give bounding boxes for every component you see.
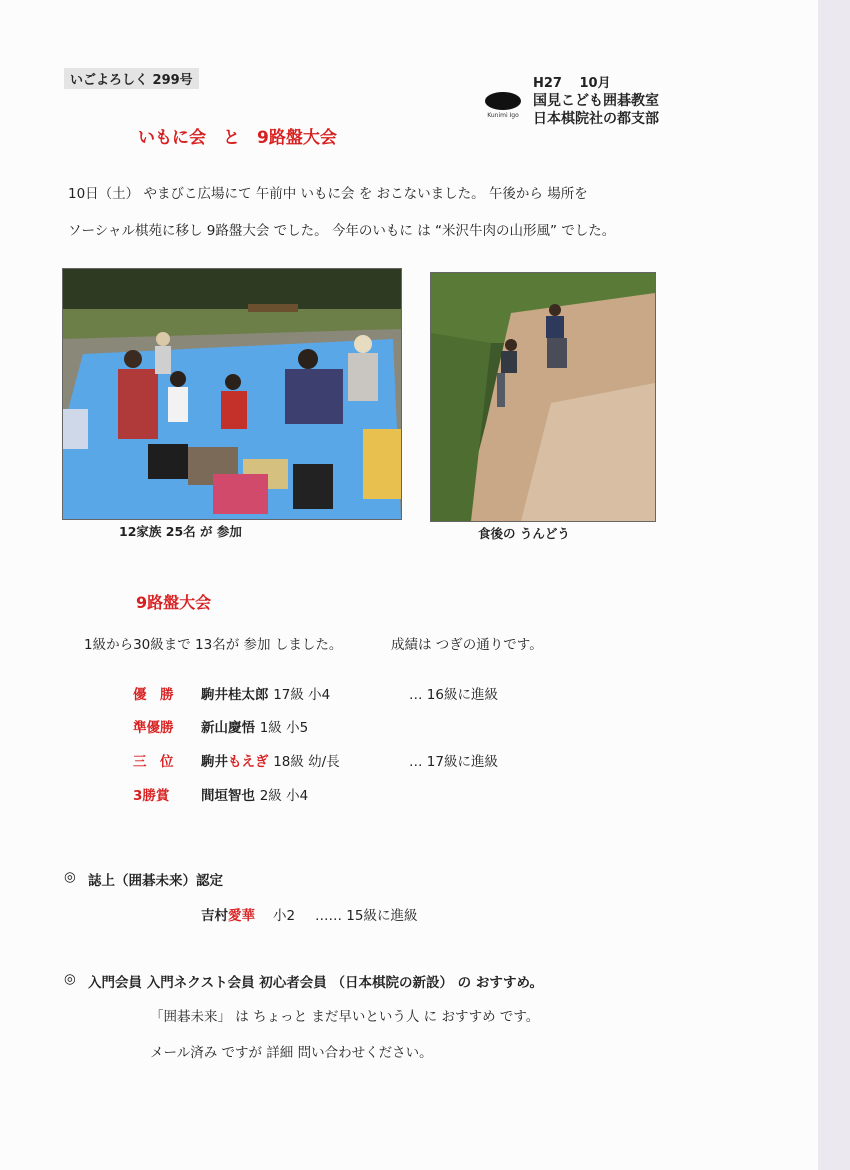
outdoor-play-photo-caption: 食後の うんどう — [478, 526, 570, 541]
player-detail: 1級 小5 — [259, 720, 309, 736]
player-promotion: …… 15級に進級 — [315, 908, 418, 924]
picnic-photo — [62, 268, 402, 520]
player-detail: 17級 小4 — [273, 687, 331, 703]
tournament-result-note: 成績は つぎの通りです。 — [391, 637, 543, 653]
result-runner-up — [201, 716, 308, 736]
player-name: 駒井桂太郎 — [201, 687, 269, 703]
logo-caption: Kunimi Igo — [487, 112, 519, 119]
newsletter-date: H27 10月 — [533, 76, 611, 91]
bullet-mark: ◎ — [64, 869, 76, 885]
result-rank: 優 勝 — [133, 687, 174, 703]
membership-line1: 「囲碁未来」 は ちょっと まだ早いという人 に おすすめ です。 — [150, 1009, 540, 1025]
player-name: 吉村 — [201, 908, 228, 924]
membership-heading: 入門会員 入門ネクスト会員 初心者会員 （日本棋院の新設） の おすすめ。 — [88, 975, 543, 991]
bullet-mark: ◎ — [64, 971, 76, 987]
result-rank: 準優勝 — [133, 720, 174, 736]
go-stone-logo — [484, 92, 522, 120]
player-promotion: … 17級に進級 — [409, 754, 498, 770]
outdoor-play-photo — [430, 272, 656, 522]
newsletter-issue-label: いごよろしく 299号 — [64, 68, 199, 89]
page-edge — [818, 0, 850, 1170]
player-detail: 小2 — [273, 908, 296, 924]
tournament-intro: 1級から30級まで 13名が 参加 しました。 — [84, 637, 343, 653]
result-rank: 三 位 — [133, 754, 174, 770]
player-detail: 18級 幼/長 — [273, 754, 340, 770]
player-detail: 2級 小4 — [259, 788, 309, 804]
result-three-wins — [201, 784, 308, 804]
tournament-title: 9路盤大会 — [136, 593, 212, 612]
result-third-place — [201, 750, 340, 770]
organization-name-line2: 日本棋院社の都支部 — [533, 111, 659, 127]
membership-line2: メール済み ですが 詳細 問い合わせください。 — [150, 1045, 433, 1061]
player-name-highlight: 愛華 — [228, 908, 255, 924]
article-paragraph-line1: 10日（土） やまびこ広場にて 午前中 いもに会 を おこないました。 午後から 場所を — [68, 186, 588, 202]
certified-player — [201, 904, 255, 924]
organization-name-line1: 国見こども囲碁教室 — [533, 93, 659, 109]
player-promotion: … 16級に進級 — [409, 687, 498, 703]
picnic-photo-caption: 12家族 25名 が 参加 — [119, 524, 242, 539]
player-name: 間垣智也 — [201, 788, 255, 804]
result-rank: 3勝賞 — [133, 788, 170, 804]
player-name-highlight: もえぎ — [228, 754, 269, 770]
player-name: 駒井 — [201, 754, 228, 770]
player-name: 新山慶悟 — [201, 720, 255, 736]
article-paragraph-line2: ソーシャル棋苑に移し 9路盤大会 でした。 今年のいもに は “米沢牛肉の山形風” でした。 — [68, 223, 616, 239]
certification-heading: 誌上（囲碁未来）認定 — [88, 873, 223, 889]
result-winner — [201, 683, 330, 703]
go-stone-icon — [485, 92, 521, 110]
article-title: いもに会 と 9路盤大会 — [138, 128, 337, 148]
